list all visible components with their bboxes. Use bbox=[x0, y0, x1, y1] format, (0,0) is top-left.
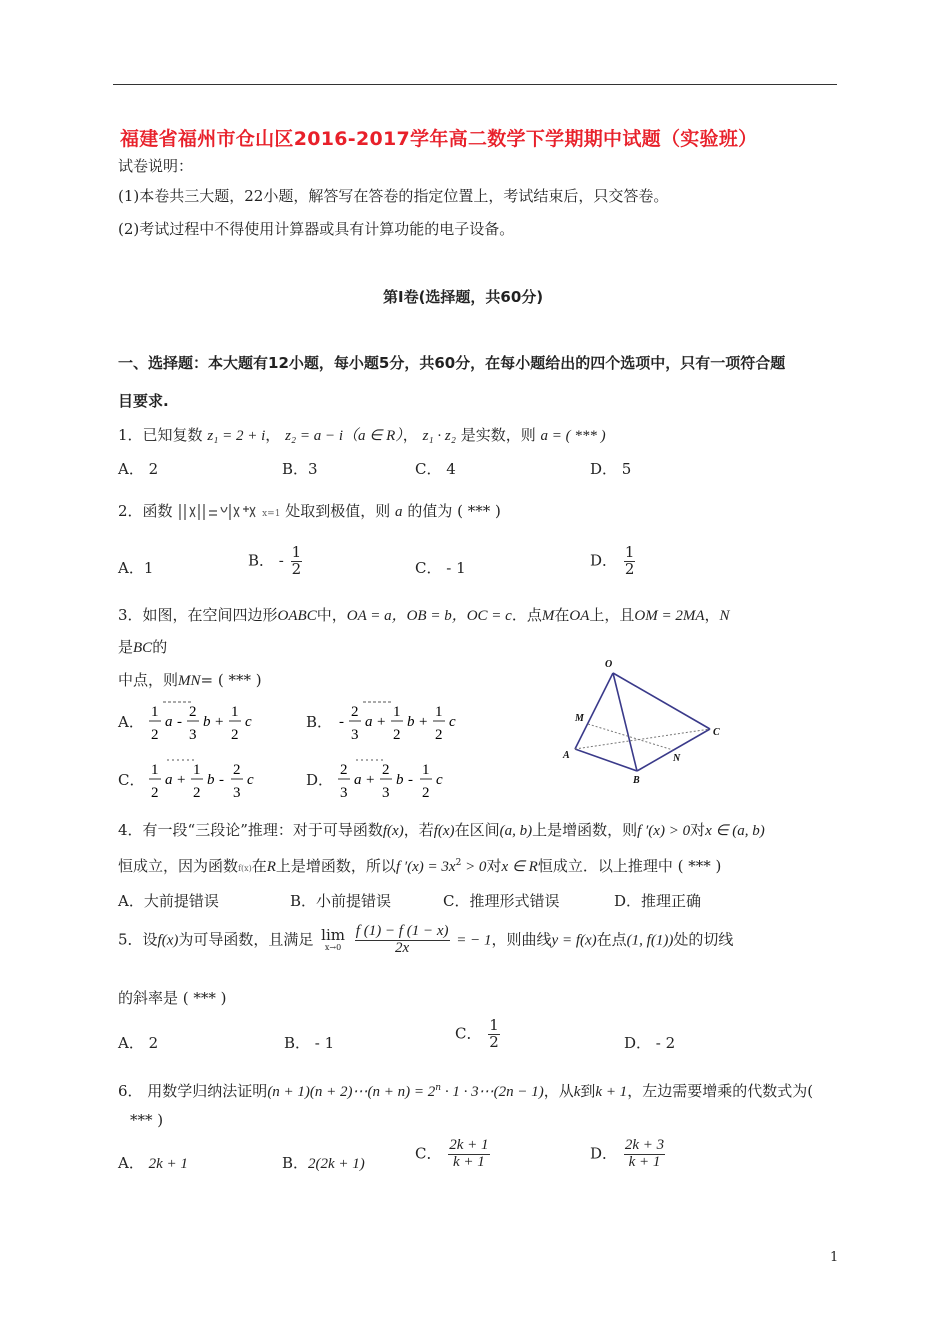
svg-text:2: 2 bbox=[193, 785, 201, 801]
svg-text:b: b bbox=[207, 772, 215, 788]
svg-text:1: 1 bbox=[230, 704, 239, 720]
q4-t9: 对 bbox=[486, 857, 502, 875]
q1-a-var: a = ( *** ) bbox=[540, 428, 606, 444]
q2-option-b-fraction bbox=[291, 545, 303, 578]
q3-t9: 中点，则 bbox=[118, 671, 179, 689]
question-2: 2．函数 x=1 处取到极值，则 a 的值为 ( *** ) bbox=[118, 500, 501, 523]
q6-option-c-label: C． bbox=[415, 1144, 442, 1163]
q4-gt0: > 0 bbox=[461, 859, 487, 875]
q5-pt: (1, f(1)) bbox=[626, 932, 674, 949]
fig-label-c: C bbox=[713, 727, 720, 738]
q3-om: OM = 2MA bbox=[634, 608, 705, 624]
q3-t2: 中， bbox=[316, 606, 347, 624]
svg-text:2: 2 bbox=[339, 762, 348, 778]
q6-expr: (n + 1)(n + 2)⋯(n + n) = 2 bbox=[267, 1084, 436, 1100]
q5-c-num: 1 bbox=[489, 1016, 499, 1034]
q2-option-d bbox=[590, 545, 637, 578]
svg-text:+: + bbox=[418, 714, 428, 730]
q2-d-num: 1 bbox=[624, 543, 635, 561]
svg-text:1: 1 bbox=[193, 762, 201, 778]
svg-text:3: 3 bbox=[350, 727, 359, 743]
q3-option-d-label: D． bbox=[306, 771, 334, 789]
svg-text:3: 3 bbox=[339, 785, 348, 801]
q5-option-d: D． - 2 bbox=[624, 1034, 676, 1052]
svg-text:a: a bbox=[164, 714, 173, 730]
q6-t2: ，从 bbox=[543, 1082, 574, 1100]
q5-t4: 在点 bbox=[596, 930, 627, 949]
question-1: 1．已知复数 z₁ = 2 + i， z₂ = a − i（a ∈ R）， z₁ · z₂ 是实数，则 a = ( *** ) bbox=[118, 426, 606, 444]
q2-option-b bbox=[248, 545, 304, 578]
question-5-line-2: 的斜率是 ( *** ) bbox=[118, 989, 227, 1007]
q3-option-d bbox=[306, 758, 478, 804]
svg-text:b: b bbox=[395, 772, 404, 788]
intro-line-1: (1)本卷共三大题，22小题，解答写在答卷的指定位置上，考试结束后，只交答卷。 bbox=[118, 187, 669, 205]
question-4-line-1 bbox=[118, 819, 765, 840]
q3-bc: BC bbox=[133, 640, 153, 656]
q2-text-a: 2．函数 bbox=[118, 502, 173, 520]
q6-option-a bbox=[118, 1152, 188, 1173]
svg-text:1: 1 bbox=[150, 704, 159, 720]
svg-text:3: 3 bbox=[233, 785, 241, 801]
q4-t1: 4．有一段“三段论”推理：对于可导函数 bbox=[118, 821, 383, 839]
svg-text:-: - bbox=[407, 772, 413, 788]
q5-fx: f(x) bbox=[157, 932, 179, 949]
q4-t3: 在区间 bbox=[454, 821, 500, 839]
q4-option-d: D．推理正确 bbox=[614, 892, 702, 910]
svg-text:1: 1 bbox=[421, 762, 430, 778]
q4-ab: (a, b) bbox=[499, 823, 533, 839]
q2-function-image bbox=[177, 501, 257, 523]
q6-t1: 6． 用数学归纳法证明 bbox=[118, 1082, 268, 1100]
svg-text:2: 2 bbox=[381, 762, 390, 778]
q3-eqs: OA = a，OB = b，OC = c bbox=[346, 608, 512, 624]
q5-t5: 处的切线 bbox=[673, 930, 734, 949]
q3-t1: 3．如图，在空间四边形 bbox=[118, 606, 278, 624]
intro-label: 试卷说明： bbox=[118, 157, 194, 175]
q6-option-a-label: A． bbox=[118, 1154, 144, 1172]
svg-text:a: a bbox=[364, 714, 373, 730]
q3-t5: 上，且 bbox=[589, 606, 635, 624]
exam-title: 福建省福州市仓山区2016-2017学年高二数学下学期期中试题（实验班） bbox=[120, 128, 758, 150]
q6-k1: k + 1 bbox=[595, 1084, 628, 1100]
svg-text:1: 1 bbox=[392, 704, 401, 720]
edge-bc bbox=[637, 729, 710, 771]
section1-line-1: 一、选择题：本大题有12小题，每小题5分，共60分，在每小题给出的四个选项中，只有一项符合题 bbox=[118, 354, 786, 372]
q1-z1: z₁ = 2 + i bbox=[207, 428, 266, 444]
q4-t6: 恒成立，因为函数 bbox=[118, 857, 239, 875]
part1-heading: 第Ⅰ卷(选择题，共60分) bbox=[383, 288, 544, 306]
svg-text:1: 1 bbox=[434, 704, 443, 720]
q4-sup: 2 bbox=[455, 858, 462, 868]
q3-t6: ， bbox=[704, 606, 720, 624]
q3-m: M bbox=[541, 608, 555, 624]
q3-mn: MN bbox=[178, 673, 201, 689]
q6-option-b-label: B． bbox=[282, 1154, 309, 1172]
q5-eq: = − 1 bbox=[456, 932, 492, 949]
svg-text:+: + bbox=[214, 714, 224, 730]
q5-fraction bbox=[355, 924, 450, 957]
svg-text:2: 2 bbox=[350, 704, 359, 720]
q4-t7: 在 bbox=[251, 857, 267, 875]
question-4-line-2: 恒成立，因为函数f(x)在R上是增函数，所以f $'(x) = 3x^2 > 0$对x ∈ R恒成立．以上推理中 ( *** ) bbox=[118, 857, 722, 875]
q4-fp2: f ′(x) = 3x bbox=[395, 859, 456, 875]
q3-t10: = ( *** ) bbox=[200, 671, 262, 689]
q4-fx: f(x) bbox=[382, 823, 404, 839]
section1-line-2: 目要求. bbox=[118, 392, 169, 410]
q4-t2: ，若 bbox=[403, 821, 434, 839]
q2-b-num: 1 bbox=[291, 543, 302, 561]
q3-option-a bbox=[118, 700, 289, 746]
q3-oabc: OABC bbox=[277, 608, 317, 624]
svg-text:-: - bbox=[338, 714, 344, 730]
svg-text:c: c bbox=[435, 772, 443, 788]
q5-option-a: A． 2 bbox=[118, 1034, 159, 1052]
fig-label-b: B bbox=[633, 775, 640, 786]
q2-d-den: 2 bbox=[624, 559, 635, 578]
q5-t2: 为可导函数，且满足 bbox=[178, 930, 314, 949]
q4-r: R bbox=[266, 859, 276, 875]
q3-option-c-expr bbox=[149, 758, 289, 804]
edge-ob bbox=[613, 673, 637, 771]
q4-t10: 恒成立．以上推理中 ( *** ) bbox=[537, 857, 722, 875]
q5-c-den: 2 bbox=[489, 1032, 499, 1051]
q6-option-b-expr: 2(2k + 1) bbox=[308, 1156, 365, 1172]
svg-text:2: 2 bbox=[392, 727, 401, 743]
svg-text:-: - bbox=[219, 772, 225, 788]
q5-den: 2x bbox=[395, 939, 410, 956]
q4-option-c: C．推理形式错误 bbox=[443, 892, 560, 910]
q6-option-c bbox=[415, 1138, 492, 1171]
svg-text:2: 2 bbox=[421, 785, 430, 801]
q5-t3: ，则曲线 bbox=[491, 930, 552, 949]
q3-option-d-expr bbox=[338, 758, 478, 804]
q2-text-b: 处取到极值，则 bbox=[285, 502, 391, 520]
q4-t8: 上是增函数，所以 bbox=[275, 857, 396, 875]
svg-text:a: a bbox=[353, 772, 362, 788]
q6-c-num: 2k + 1 bbox=[449, 1137, 489, 1153]
q6-expr2: · 1 · 3⋯(2n − 1) bbox=[441, 1084, 544, 1100]
q3-t4: 在 bbox=[554, 606, 570, 624]
q5-option-c-label: C． bbox=[455, 1024, 482, 1043]
q3-option-b-label: B． bbox=[306, 713, 333, 731]
q3-n: N bbox=[719, 608, 730, 624]
q1-z2: z₂ = a − i（a ∈ R） bbox=[285, 428, 403, 444]
q4-xin: x ∈ (a, b) bbox=[705, 823, 765, 839]
q4-option-b: B．小前提错误 bbox=[290, 892, 392, 910]
svg-text:-: - bbox=[176, 714, 182, 730]
q1-text-b: 是实数，则 bbox=[460, 426, 536, 444]
q6-c-den: k + 1 bbox=[453, 1153, 485, 1170]
svg-text:c: c bbox=[244, 714, 252, 730]
question-5-line-1 bbox=[118, 924, 733, 957]
q6-option-d-label: D． bbox=[590, 1144, 618, 1163]
svg-text:+: + bbox=[177, 772, 186, 788]
q2-a-var: a bbox=[395, 504, 403, 520]
q1-option-c: C． 4 bbox=[415, 460, 456, 478]
q2-option-b-label: B． - bbox=[248, 551, 284, 570]
q3-t7: 是 bbox=[118, 638, 134, 656]
q6-option-c-fraction bbox=[448, 1138, 489, 1171]
svg-text:2: 2 bbox=[188, 704, 197, 720]
page-number: 1 bbox=[830, 1250, 839, 1265]
q6-t3: 到 bbox=[580, 1082, 596, 1100]
svg-text:+: + bbox=[376, 714, 386, 730]
q2-option-a: A．1 bbox=[118, 559, 154, 577]
q3-oa: OA bbox=[569, 608, 590, 624]
q1-text-a: 1．已知复数 bbox=[118, 426, 203, 444]
q6-sup: n bbox=[435, 1083, 442, 1093]
q4-fx-2: f(x) bbox=[433, 823, 455, 839]
svg-text:3: 3 bbox=[188, 727, 197, 743]
q6-option-d-fraction bbox=[624, 1138, 665, 1171]
edge-oa bbox=[575, 673, 613, 749]
edge-oc bbox=[613, 673, 710, 729]
q6-option-a-expr: 2k + 1 bbox=[148, 1156, 188, 1172]
q3-option-c-label: C． bbox=[118, 771, 145, 789]
edge-ab bbox=[575, 749, 637, 771]
q2-text-c: 的值为 ( *** ) bbox=[407, 502, 501, 520]
q6-t4: ，左边需要增乘的代数式为( bbox=[627, 1082, 814, 1100]
q5-curve: y = f(x) bbox=[551, 932, 597, 949]
q4-xr: x ∈ R bbox=[501, 859, 538, 875]
svg-text:3: 3 bbox=[381, 785, 390, 801]
q5-option-c bbox=[455, 1018, 502, 1051]
q5-option-b: B． - 1 bbox=[284, 1034, 335, 1052]
q5-lim: lim bbox=[321, 926, 345, 945]
q3-tetrahedron-figure bbox=[555, 655, 735, 790]
q6-k: k bbox=[573, 1084, 581, 1100]
svg-text:2: 2 bbox=[150, 727, 159, 743]
q2-option-d-fraction bbox=[624, 545, 636, 578]
q4-t5: 对 bbox=[690, 821, 706, 839]
q3-option-b bbox=[306, 700, 487, 746]
q5-limsub: x→0 bbox=[324, 942, 342, 952]
svg-text:1: 1 bbox=[151, 762, 159, 778]
q3-option-b-expr bbox=[337, 700, 487, 746]
fig-label-m: M bbox=[575, 713, 584, 724]
q6-option-d bbox=[590, 1138, 667, 1171]
question-6-line-2: *** ) bbox=[130, 1111, 164, 1129]
q6-d-den: k + 1 bbox=[628, 1153, 661, 1170]
q3-option-a-label: A． bbox=[118, 713, 144, 731]
q3-t8: 的 bbox=[152, 638, 168, 656]
svg-text:2: 2 bbox=[230, 727, 239, 743]
svg-text:2: 2 bbox=[434, 727, 443, 743]
q5-limit bbox=[320, 928, 346, 952]
svg-text:b: b bbox=[202, 714, 211, 730]
q5-option-c-fraction bbox=[488, 1018, 500, 1051]
svg-text:c: c bbox=[247, 772, 254, 788]
q1-option-b: B．3 bbox=[282, 460, 318, 478]
q5-num: f (1) − f (1 − x) bbox=[355, 923, 449, 939]
question-3-line-2 bbox=[118, 636, 167, 657]
intro-line-2: (2)考试过程中不得使用计算器或具有计算功能的电子设备。 bbox=[118, 220, 515, 238]
svg-text:2: 2 bbox=[151, 785, 159, 801]
question-3-line-1 bbox=[118, 604, 730, 625]
svg-text:2: 2 bbox=[233, 762, 241, 778]
svg-text:+: + bbox=[365, 772, 375, 788]
q4-fp: f ′(x) > 0 bbox=[637, 823, 691, 839]
q4-option-a: A．大前提错误 bbox=[118, 892, 219, 910]
fig-label-n: N bbox=[673, 753, 681, 764]
q2-option-d-label: D． bbox=[590, 551, 618, 570]
svg-text:c: c bbox=[448, 714, 456, 730]
header-rule bbox=[113, 84, 837, 85]
question-6-line-1 bbox=[118, 1080, 813, 1101]
question-3-line-3 bbox=[118, 669, 262, 690]
fig-label-o: O bbox=[605, 659, 613, 670]
q3-t3: ．点 bbox=[511, 606, 542, 624]
fig-label-a: A bbox=[563, 750, 570, 761]
q4-t4: 上是增函数，则 bbox=[532, 821, 638, 839]
q6-d-num: 2k + 3 bbox=[624, 1137, 665, 1153]
q3-option-c bbox=[118, 758, 289, 804]
svg-text:a: a bbox=[165, 772, 173, 788]
q6-option-b bbox=[282, 1152, 365, 1173]
q1-product: z₁ · z₂ bbox=[422, 428, 456, 444]
q1-option-a: A． 2 bbox=[118, 460, 159, 478]
q1-option-d: D． 5 bbox=[590, 460, 632, 478]
q3-option-a-expr bbox=[149, 700, 289, 746]
q2-option-c: C． - 1 bbox=[415, 559, 466, 577]
svg-text:b: b bbox=[406, 714, 415, 730]
q2-b-den: 2 bbox=[291, 559, 302, 578]
q5-t1: 5．设 bbox=[118, 930, 158, 949]
